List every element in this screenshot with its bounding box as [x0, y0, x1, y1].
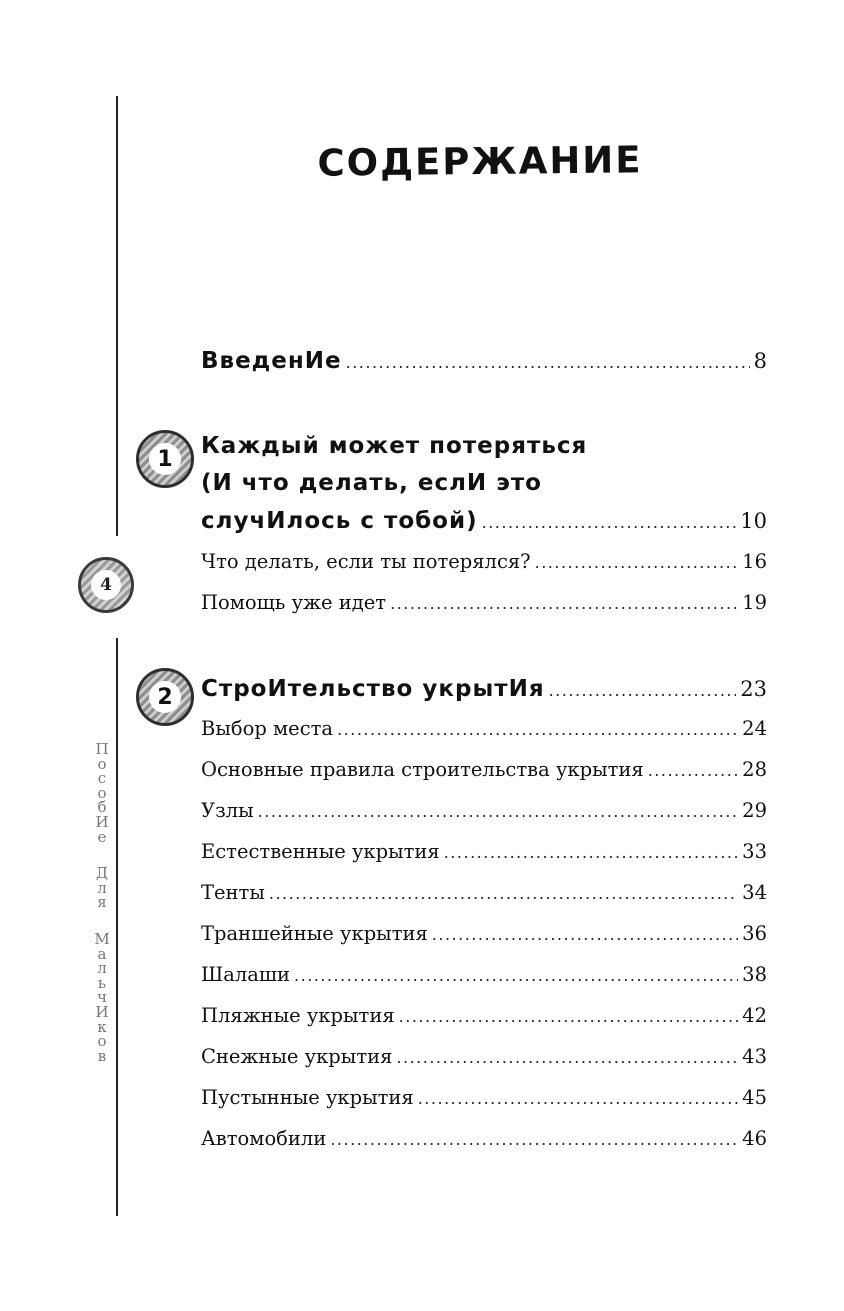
spine-letter: о: [97, 754, 107, 773]
toc-entry-page: 45: [742, 1086, 767, 1109]
spine-letter: а: [97, 944, 107, 963]
toc-entry[interactable]: [201, 799, 767, 827]
toc-entry[interactable]: [201, 922, 767, 950]
toc-entry[interactable]: [201, 963, 767, 991]
toc-entry-label: Узлы: [201, 799, 254, 822]
toc-entry-label: Что делать, если ты потерялся?: [201, 550, 531, 573]
leader-dots: [444, 843, 738, 862]
toc-entry-page: 36: [742, 922, 767, 945]
toc-entry-label: Снежные укрытия: [201, 1045, 393, 1068]
toc-entry-page: 16: [742, 550, 767, 573]
leader-dots: [535, 553, 739, 572]
toc-entry-chapter-1[interactable]: [201, 508, 767, 536]
leader-dots: [346, 353, 750, 372]
spine-letter: к: [97, 1017, 107, 1036]
toc-entry[interactable]: [201, 840, 767, 868]
page-number-badge: [78, 557, 134, 613]
toc-entry-page: 38: [742, 963, 767, 986]
toc-entry-label: Траншейные укрытия: [201, 922, 428, 945]
toc-entry-page: 24: [742, 717, 767, 740]
toc-entry-page: 29: [742, 799, 767, 822]
spine-letter: ь: [97, 973, 107, 992]
toc-entry[interactable]: [201, 881, 767, 909]
toc-entry-page: 46: [742, 1127, 767, 1150]
toc-entry-label: ВведенИе: [201, 348, 342, 374]
toc-entry-page: 42: [742, 1004, 767, 1027]
toc-entry[interactable]: [201, 591, 767, 619]
spine-letter: П: [95, 740, 109, 758]
toc-entry[interactable]: [201, 1127, 767, 1155]
leader-dots: [258, 802, 739, 821]
toc-entry-page: 43: [742, 1045, 767, 1068]
chapter-number-badge: [136, 668, 194, 726]
toc-entry-page: 19: [742, 591, 767, 614]
spine-letter: Д: [95, 864, 109, 883]
toc-entry-label: Тенты: [201, 881, 265, 904]
leader-dots: [418, 1089, 738, 1108]
chapter-number: 1: [149, 443, 181, 475]
spine-letter: л: [97, 878, 107, 897]
chapter-number: 2: [149, 681, 181, 713]
spine-letter: с: [97, 769, 107, 788]
toc-entry[interactable]: [201, 550, 767, 578]
spine-letter: я: [97, 893, 107, 912]
leader-dots: [648, 761, 738, 780]
toc-entry-page: 10: [740, 509, 767, 533]
toc-entry[interactable]: [201, 717, 767, 745]
leader-dots: [294, 966, 738, 985]
leader-dots: [330, 1130, 738, 1149]
leader-dots: [482, 513, 737, 532]
spine-letter: ч: [97, 988, 107, 1007]
toc-entry-label: Пляжные укрытия: [201, 1004, 395, 1027]
toc-entry-page: 34: [742, 881, 767, 904]
toc-entry-label: Автомобили: [201, 1127, 327, 1150]
toc-entry-label: Выбор места: [201, 717, 334, 740]
leader-dots: [390, 594, 738, 613]
toc-entry-label: Пустынные укрытия: [201, 1086, 414, 1109]
spine-letter: И: [95, 812, 109, 831]
toc-entry-page: 8: [753, 349, 767, 373]
spine-letter: е: [97, 827, 107, 846]
page-number: 4: [91, 570, 121, 600]
toc-entry-intro[interactable]: [201, 348, 767, 376]
chapter-title-line[interactable]: Каждый может потеряться: [201, 433, 588, 459]
spine-letter: И: [95, 1002, 109, 1021]
leader-dots: [399, 1007, 739, 1026]
spine-letter: б: [97, 798, 107, 817]
spine-letter: в: [97, 1046, 107, 1065]
chapter-title-line[interactable]: (И что делать, еслИ это: [201, 470, 542, 496]
toc-entry-label: Естественные укрытия: [201, 840, 440, 863]
margin-rule-bottom: [116, 638, 118, 1216]
toc-entry[interactable]: [201, 1004, 767, 1032]
toc-entry-label: Помощь уже идет: [201, 591, 387, 614]
spine-vertical-text: [90, 742, 114, 1063]
spine-letter: л: [97, 959, 107, 978]
toc-entry-label: СтроИтельство укрытИя: [201, 676, 545, 702]
toc-entry-label: Шалаши: [201, 963, 291, 986]
toc-entry[interactable]: [201, 1045, 767, 1073]
leader-dots: [269, 884, 738, 903]
chapter-number-badge: [136, 430, 194, 488]
chapter-title-line: случИлось с тобой): [201, 508, 478, 534]
leader-dots: [396, 1048, 738, 1067]
toc-entry-chapter-2[interactable]: [201, 676, 767, 704]
spine-letter: о: [97, 1032, 107, 1051]
spine-letter: о: [97, 783, 107, 802]
toc-entry-page: 28: [742, 758, 767, 781]
toc-entry-label: Основные правила строительства укрытия: [201, 758, 644, 781]
toc-entry[interactable]: [201, 758, 767, 786]
toc-entry[interactable]: [201, 1086, 767, 1114]
leader-dots: [549, 681, 737, 700]
spine-letter: М: [94, 929, 110, 948]
page-title: СОДЕРЖАНИЕ: [317, 138, 643, 185]
leader-dots: [337, 720, 738, 739]
toc-entry-page: 33: [742, 840, 767, 863]
leader-dots: [432, 925, 738, 944]
toc-entry-page: 23: [740, 677, 767, 701]
margin-rule-top: [116, 96, 118, 536]
